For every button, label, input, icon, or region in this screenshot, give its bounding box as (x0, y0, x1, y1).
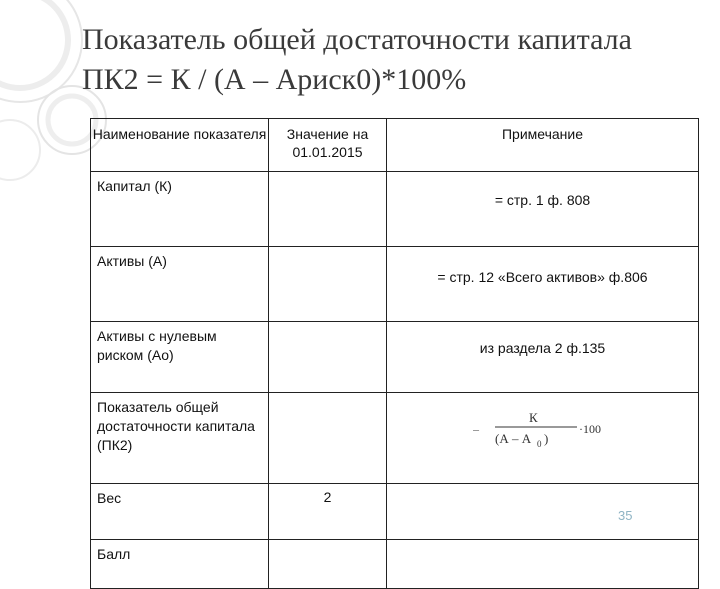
formula-numerator: К (528, 410, 538, 425)
row-name: Показатель общей достаточности капитала (ПК2) (91, 393, 269, 484)
row-note (387, 322, 699, 393)
title-line-1: Показатель общей достаточности капитала (82, 23, 632, 56)
value-text: 2 (323, 489, 332, 505)
row-note (387, 172, 699, 247)
header-note: Примечание (387, 119, 699, 172)
row-name: Вес (91, 484, 269, 540)
formula-multiplier: ·100 (578, 422, 601, 436)
row-name: Капитал (К) (91, 172, 269, 247)
table-row (91, 322, 699, 393)
header-name: Наименование показателя (91, 119, 269, 172)
table-row (91, 484, 699, 540)
header-value: Значение на 01.01.2015 (269, 119, 387, 172)
row-value (269, 484, 387, 540)
row-note-formula (387, 393, 699, 484)
row-note (387, 484, 699, 540)
row-value (269, 393, 387, 484)
row-value (269, 172, 387, 247)
note-text: = стр. 1 ф. 808 (494, 192, 591, 208)
note-text: = стр. 12 «Всего активов» ф.806 (437, 269, 648, 285)
row-name: Активы (А) (91, 247, 269, 322)
page-number: 35 (618, 508, 633, 523)
formula-denominator: (А – А (494, 431, 531, 446)
formula-minus: – (472, 422, 479, 436)
note-text: из раздела 2 ф.135 (479, 340, 606, 356)
slide-title (82, 20, 712, 100)
table-row (91, 247, 699, 322)
row-note (387, 247, 699, 322)
row-value (269, 322, 387, 393)
title-line-2: ПК2 = К / (А – Ариск0)*100% (82, 63, 467, 96)
table-header-row (91, 119, 699, 172)
row-value (269, 247, 387, 322)
table-row (91, 540, 699, 589)
table-row (91, 393, 699, 484)
row-note (387, 540, 699, 589)
formula-denominator-close: ) (543, 431, 548, 446)
row-value (269, 540, 387, 589)
table-row (91, 172, 699, 247)
row-name: Активы с нулевым риском (Ао) (91, 322, 269, 393)
row-name: Балл (91, 540, 269, 589)
formula-subscript: 0 (536, 439, 541, 449)
indicator-table (90, 118, 699, 589)
formula-image (473, 409, 613, 451)
